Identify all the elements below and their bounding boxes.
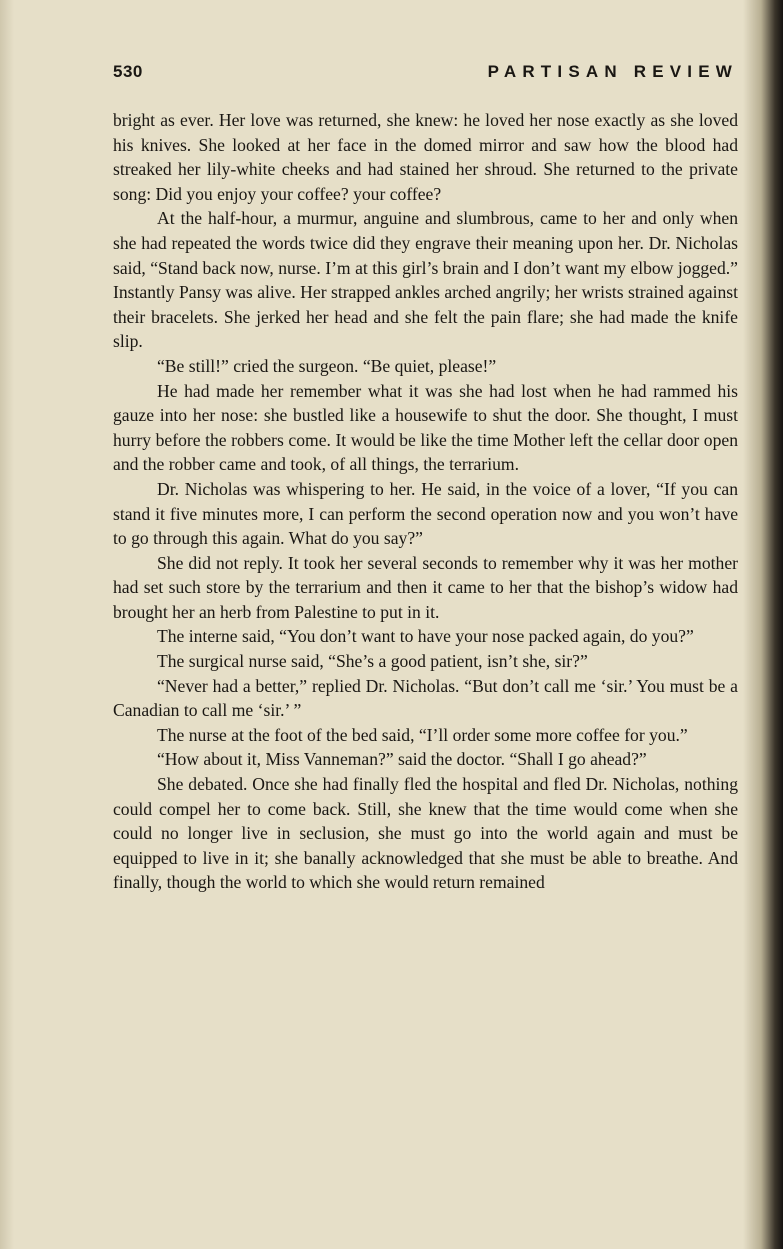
paragraph-11: “How about it, Miss Vanneman?” said the doctor. “Shall I go ahead?” xyxy=(157,749,647,770)
paragraph-2: At the half-hour, a murmur, anguine and slumbrous, came to her and only when she had repeated the words twice did they engrave their meaning upon her. Dr. Nicholas said, “Stand back now, nurse. I’m at this girl’s brain and I don’t want my elbow jogged.” Instantly Pansy was alive. Her strapped ankles arched angrily; her wrists strained against their bracelets. She jerked her head and she felt the pain flare; she had made the knife slip. xyxy=(113,208,738,352)
paragraph-4: He had made her remember what it was she had lost when he had rammed his gauze into her nose: she bustled like a housewife to shut the door. She thought, I must hurry before the robbers come. It would be like the time Mother left the cellar door open and the robber came and took, of all things, the terrarium. xyxy=(113,380,738,475)
paragraph-1: bright as ever. Her love was returned, she knew: he loved her nose exactly as she loved his knives. She looked at her face in the domed mirror and saw how the blood had streaked her lily-white cheeks and had stained her shroud. She returned to the private song: Did you enjoy your coffee? your coffee? xyxy=(113,110,738,204)
paragraph-10: The nurse at the foot of the bed said, “I’ll order some more coffee for you.” xyxy=(157,724,688,745)
running-head: PARTISAN REVIEW xyxy=(487,62,738,81)
page-number: 530 xyxy=(113,62,143,81)
paragraph-7: The interne said, “You don’t want to have your nose packed again, do you?” xyxy=(157,626,694,647)
page-edge-shadow xyxy=(743,0,783,1249)
paragraph-5: Dr. Nicholas was whispering to her. He said, in the voice of a lover, “If you can stand it five minutes more, I can perform the second operation now and you won’t have to go through this again. What do you say?” xyxy=(113,478,738,549)
page-gutter-shadow xyxy=(0,0,14,1249)
paragraph-3: “Be still!” cried the surgeon. “Be quiet, please!” xyxy=(157,355,497,376)
paragraph-9: “Never had a better,” replied Dr. Nicholas. “But don’t call me ‘sir.’ You must be a Canadian to call me ‘sir.’ ” xyxy=(113,675,738,721)
paragraph-8: The surgical nurse said, “She’s a good patient, isn’t she, sir?” xyxy=(157,651,588,672)
body-text xyxy=(113,108,738,895)
page-header xyxy=(113,62,738,88)
paragraph-6: She did not reply. It took her several seconds to remember why it was her mother had set such store by the terrarium and then it came to her that the bishop’s widow had brought her an herb from Palestine to put in it. xyxy=(113,552,738,622)
paragraph-12: She debated. Once she had finally fled the hospital and fled Dr. Nicholas, nothing could compel her to come back. Still, she knew that the time would come when she could no longer live in seclusion, she must go into the world again and must be equipped to live in it; she banally acknowledged that she must be able to breathe. And finally, though the world to which she would return remained xyxy=(113,774,738,893)
